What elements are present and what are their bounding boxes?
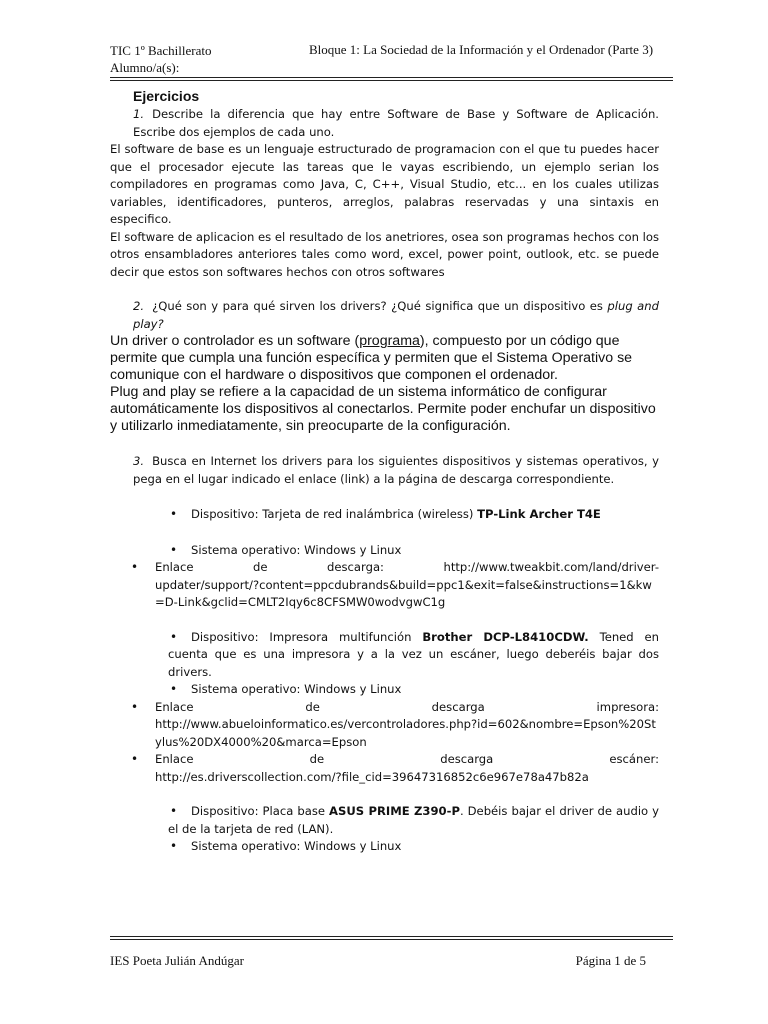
question-text: Describe la diferencia que hay entre Software de Base y Software de Aplicación. Escribe dos ejemplos de cada uno. [133,107,659,139]
answer-1-paragraph-2: El software de aplicacion es el resultado de los anetriores, osea son programas hechos con los otros ensambladores anteriores tales como word, excel, power point, outlook, etc. se puede decir que estos son softwares hechos con otros softwares [110,229,659,279]
os-label: Sistema operativo: [191,682,301,696]
bullet-icon: • [170,542,178,557]
bullet-icon: • [131,560,139,574]
bullet-icon: • [170,804,178,818]
answer-1-paragraph-1: El software de base es un lenguaje estructurado de programacion con el que tu puedes hacer que el procesador ejecute las tareas que le vayas escribiendo, un ejemplo serian los compiladores en programas como Java, C, C++, Visual Studio, etc... en los cuales utilizas variables, identificadores, punteros, arreglos, palabras reservadas y una sintaxis en especifico. [110,142,659,226]
question-number: 3. [133,454,145,468]
block-title: Bloque 1: La Sociedad de la Información y el Ordenador (Parte 3) [309,42,654,57]
os-label: Sistema operativo: [191,542,301,557]
document-body [110,86,659,856]
link-label-line: Enlace de descarga escáner: [155,752,659,766]
device-note: . Debéis bajar el driver de audio y el de la tarjeta de red (LAN). [168,804,660,836]
header-left [110,42,212,76]
answer-text: ), compuesto por un código que permite que cumpla una función específica y permiten que el Sistema Operativo se comunique con el hardware o dispositivos que componen el ordenador. [110,333,633,383]
bullet-icon: • [131,699,139,714]
link-label-line: Enlace de descarga impresora: [155,699,659,714]
device-model: Brother DCP-L8410CDW. [422,629,589,644]
item2-device [110,629,659,682]
answer-2-paragraph-2: Plug and play se refiere a la capacidad de un sistema informático de configurar automáticamente los dispositivos al conectarlos. Permite poder enchufar un dispositivo y utilizarlo inmediatamente, sin preocuparte de la configuración. [110,384,656,434]
footer-school: IES Poeta Julián Andúgar [110,953,244,968]
item3-os [110,838,659,856]
programa-link[interactable]: programa [359,333,420,349]
device-text: Impresora multifunción [269,629,412,644]
device-label: Dispositivo: [191,629,259,644]
device-model: TP-Link Archer T4E [477,507,601,521]
download-link[interactable]: http://es.driverscollection.com/?file_cid=39647316852c6e967e78a47b82a [155,769,589,784]
download-link[interactable]: updater/support/?content=ppcdubrands&build=ppc1&exit=false&instructions=1&kw=D-Link&gclid=CMLT2Iqy6c8CFSMW0wodvgwC1g [155,577,652,609]
device-model: ASUS PRIME Z390-P [329,804,460,818]
answer-text: Un driver o controlador es un software ( [110,333,360,349]
question-text: Busca en Internet los drivers para los siguientes dispositivos y sistemas operativos, y pega en el lugar indicado el enlace (link) a la página de descarga correspondiente. [133,454,659,486]
device-text: Placa base [262,804,325,818]
bullet-icon: • [170,682,178,696]
course-name: TIC 1º Bachillerato [110,43,212,58]
student-label: Alumno/a(s): [110,60,180,75]
os-value: Windows y Linux [304,682,402,696]
device-text: Tarjeta de red inalámbrica (wireless) [262,507,474,521]
item2-os [110,681,659,699]
item3-device [110,803,659,838]
link-label-line: Enlace de descarga: http://www.tweakbit.com/land/driver- [155,560,659,574]
question-1 [133,106,659,141]
item2-link-scanner [110,751,659,786]
bullet-icon: • [170,839,178,853]
header-rule-2 [110,80,673,81]
section-title: Ejercicios [133,88,200,104]
os-label: Sistema operativo: [191,839,301,853]
question-3 [133,453,659,488]
footer-rule-2 [110,939,673,940]
page-number: Página 1 de 5 [575,953,646,968]
item2-link-printer [110,699,659,752]
os-value: Windows y Linux [304,839,402,853]
bullet-icon: • [131,752,139,766]
question-number: 1. [133,107,145,121]
item1-os [110,542,659,560]
bullet-icon: • [170,507,178,521]
question-2 [133,298,659,333]
device-note: Tened en cuenta que es una impresora y a la vez un escáner, luego deberéis bajar dos drivers. [168,629,660,679]
question-text: ¿Qué son y para qué sirven los drivers? ¿Qué significa que un dispositivo es [152,299,608,313]
header-rule [110,77,673,78]
download-link[interactable]: http://www.abueloinformatico.es/vercontroladores.php?id=602&nombre=Epson%20Stylus%20DX4000%20&marca=Epson [155,717,656,749]
bullet-icon: • [170,629,178,644]
item1-device [110,506,659,524]
device-label: Dispositivo: [191,507,259,521]
item1-link [110,559,659,612]
question-text-italic: plug and play? [133,299,659,331]
question-number: 2. [133,299,145,313]
device-label: Dispositivo: [191,804,259,818]
os-value: Windows y Linux [304,542,402,557]
footer-rule [110,936,673,937]
answer-2-paragraph-1 [110,333,659,384]
